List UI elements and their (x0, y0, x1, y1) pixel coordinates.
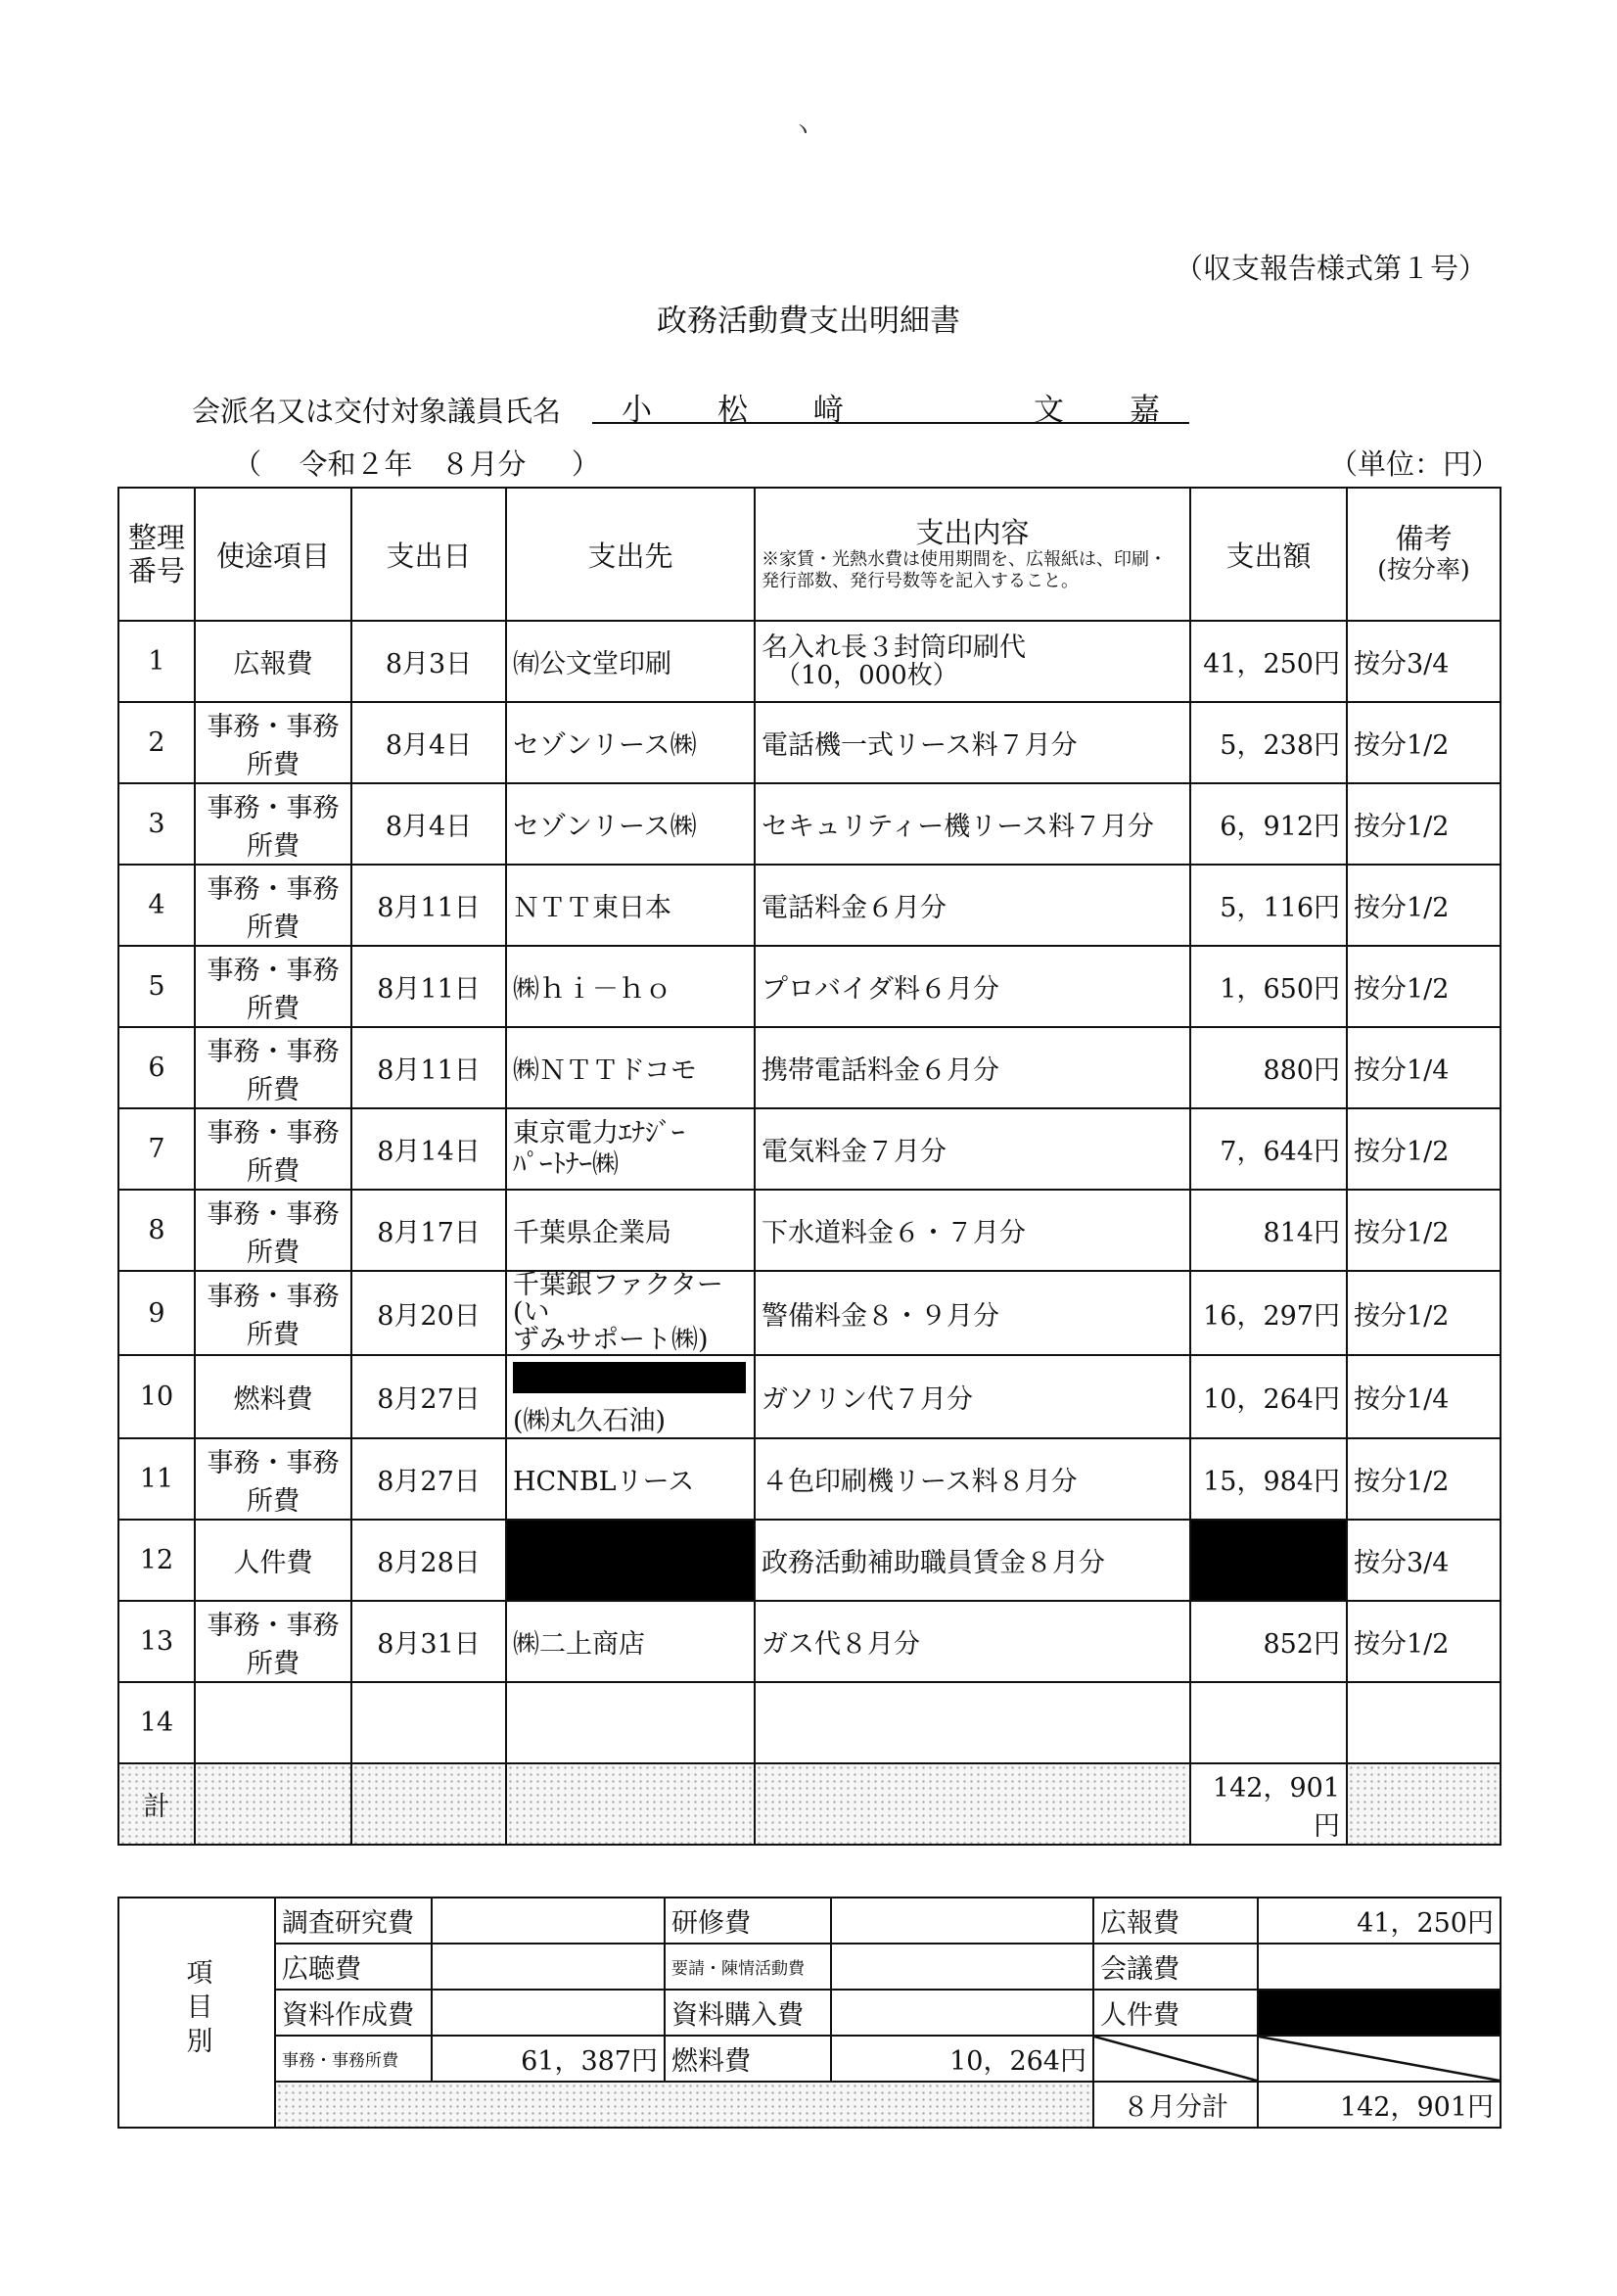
expense-table (117, 487, 1502, 1846)
row-content: 下水道料金６・７月分 (755, 1190, 1190, 1271)
row-payee: ㈱ｈｉ－ｈｏ (506, 946, 755, 1027)
summary-row (118, 2036, 1501, 2082)
table-row (118, 1438, 1501, 1520)
row-content-line: 名入れ長３封筒印刷代 (762, 632, 1026, 663)
row-payee: セゾンリース㈱ (506, 783, 755, 865)
row-no: 4 (118, 865, 195, 946)
summary-label: 人件費 (1093, 1990, 1258, 2036)
row-date: 8月11日 (351, 1027, 506, 1108)
row-remarks: 按分1/4 (1347, 1027, 1501, 1108)
row-item: 燃料費 (195, 1355, 351, 1438)
header-payee: 支出先 (506, 488, 755, 621)
category-summary-table (117, 1897, 1502, 2129)
row-date: 8月4日 (351, 783, 506, 865)
header-item: 使途項目 (195, 488, 351, 621)
row-remarks: 按分3/4 (1347, 1520, 1501, 1601)
row-content: 政務活動補助職員賃金８月分 (755, 1520, 1190, 1601)
row-remarks: 按分1/2 (1347, 1190, 1501, 1271)
row-date (351, 1682, 506, 1763)
row-remarks: 按分1/2 (1347, 946, 1501, 1027)
row-remarks: 按分1/2 (1347, 1601, 1501, 1682)
row-amount: 7，644円 (1190, 1108, 1347, 1190)
stray-mark: ヽ (791, 116, 814, 143)
summary-label: 資料作成費 (275, 1990, 432, 2036)
header-date: 支出日 (351, 488, 506, 621)
row-no: 10 (118, 1355, 195, 1438)
row-remarks: 按分1/2 (1347, 1108, 1501, 1190)
header-no: 整理番号 (118, 488, 195, 621)
row-date: 8月11日 (351, 865, 506, 946)
row-content: 電話料金６月分 (755, 865, 1190, 946)
header-remarks-title: 備考 (1395, 522, 1453, 555)
row-date: 8月27日 (351, 1438, 506, 1520)
row-amount-redacted (1190, 1520, 1347, 1601)
summary-label: ８月分計 (1093, 2082, 1258, 2128)
row-item: 人件費 (195, 1520, 351, 1601)
summary-label: 研修費 (665, 1898, 831, 1944)
period-text: 令和２年 ８月分 (299, 447, 527, 481)
row-content-line2: （10，000枚） (775, 660, 958, 690)
table-row (118, 1355, 1501, 1438)
row-amount: 6，912円 (1190, 783, 1347, 865)
summary-value (1258, 1944, 1501, 1990)
total-label: 計 (118, 1763, 195, 1845)
row-payee (506, 1682, 755, 1763)
row-payee-line2: ﾊﾟｰﾄﾅｰ㈱ (513, 1148, 619, 1180)
member-name (592, 385, 1189, 428)
table-row (118, 1682, 1501, 1763)
summary-label: 広聴費 (275, 1944, 432, 1990)
summary-label: 広報費 (1093, 1898, 1258, 1944)
summary-label: 会議費 (1093, 1944, 1258, 1990)
unit-label: （単位：円） (1329, 447, 1501, 481)
table-row (118, 1108, 1501, 1190)
table-row (118, 783, 1501, 865)
row-date: 8月3日 (351, 621, 506, 702)
member-label: 会派名又は交付対象議員氏名 (192, 395, 562, 428)
row-payee: 千葉県企業局 (506, 1190, 755, 1271)
row-content: ガス代８月分 (755, 1601, 1190, 1682)
row-payee-line: (㈱丸久石油) (513, 1406, 667, 1436)
row-payee (506, 1355, 755, 1438)
row-payee: セゾンリース㈱ (506, 702, 755, 783)
table-row (118, 1271, 1501, 1355)
row-remarks: 按分1/2 (1347, 1271, 1501, 1355)
row-item: 事務・事務所費 (195, 946, 351, 1027)
summary-value (831, 1990, 1093, 2036)
member-name-char: 﨑 (813, 393, 844, 428)
period-close: ） (571, 447, 600, 481)
summary-row (118, 1944, 1501, 1990)
row-amount: 880円 (1190, 1027, 1347, 1108)
row-item: 事務・事務所費 (195, 1271, 351, 1355)
row-content: ガソリン代７月分 (755, 1355, 1190, 1438)
total-shaded-cell (506, 1763, 755, 1845)
row-payee: ㈲公文堂印刷 (506, 621, 755, 702)
row-no: 11 (118, 1438, 195, 1520)
table-row (118, 1520, 1501, 1601)
summary-row (118, 2082, 1501, 2128)
header-remarks-sub: (按分率) (1377, 555, 1470, 584)
row-no: 8 (118, 1190, 195, 1271)
row-amount: 814円 (1190, 1190, 1347, 1271)
row-amount: 5，238円 (1190, 702, 1347, 783)
row-no: 5 (118, 946, 195, 1027)
summary-label: 資料購入費 (665, 1990, 831, 2036)
total-amount: 142，901円 (1190, 1763, 1347, 1845)
row-date: 8月11日 (351, 946, 506, 1027)
period (233, 443, 600, 483)
row-payee-line: 千葉銀ファクター(い (513, 1270, 723, 1328)
table-header-row (118, 488, 1501, 621)
row-item: 事務・事務所費 (195, 702, 351, 783)
row-date: 8月20日 (351, 1271, 506, 1355)
summary-row (118, 1990, 1501, 2036)
row-payee: ㈱二上商店 (506, 1601, 755, 1682)
table-row (118, 1601, 1501, 1682)
row-no: 14 (118, 1682, 195, 1763)
row-payee: ㈱ＮＴＴドコモ (506, 1027, 755, 1108)
row-date: 8月28日 (351, 1520, 506, 1601)
summary-value: 142，901円 (1258, 2082, 1501, 2128)
member-name-char: 小 (622, 393, 652, 428)
document-title: 政務活動費支出明細書 (657, 304, 960, 339)
row-amount: 1，650円 (1190, 946, 1347, 1027)
summary-label: 事務・事務所費 (275, 2036, 432, 2082)
row-date: 8月4日 (351, 702, 506, 783)
row-item: 事務・事務所費 (195, 1108, 351, 1190)
row-no: 2 (118, 702, 195, 783)
row-no: 1 (118, 621, 195, 702)
summary-value (432, 1944, 665, 1990)
row-payee-line: 東京電力ｴﾅｼﾞｰ (513, 1117, 685, 1148)
row-amount (1190, 1682, 1347, 1763)
summary-diagonal-cell (1093, 2036, 1258, 2082)
summary-row (118, 1898, 1501, 1944)
row-no: 7 (118, 1108, 195, 1190)
row-remarks: 按分1/2 (1347, 702, 1501, 783)
row-remarks: 按分3/4 (1347, 621, 1501, 702)
period-open: （ (233, 447, 262, 481)
header-content (755, 488, 1190, 621)
row-item: 事務・事務所費 (195, 1438, 351, 1520)
row-date: 8月31日 (351, 1601, 506, 1682)
header-content-note: ※家賃・光熱水費は使用期間を、広報紙は、印刷・発行部数、発行号数等を記入すること。 (762, 549, 1167, 591)
row-payee (506, 1271, 755, 1355)
summary-value (432, 1990, 665, 2036)
table-row (118, 1190, 1501, 1271)
row-date: 8月17日 (351, 1190, 506, 1271)
row-no: 13 (118, 1601, 195, 1682)
row-item (195, 1682, 351, 1763)
summary-value (831, 1898, 1093, 1944)
member-name-char: 嘉 (1130, 393, 1160, 428)
row-payee: ＮＴＴ東日本 (506, 865, 755, 946)
summary-label: 調査研究費 (275, 1898, 432, 1944)
header-remarks (1347, 488, 1501, 621)
total-shaded-cell (1347, 1763, 1501, 1845)
summary-shaded-cell (275, 2082, 1093, 2128)
summary-label: 燃料費 (665, 2036, 831, 2082)
header-amount: 支出額 (1190, 488, 1347, 621)
row-date: 8月27日 (351, 1355, 506, 1438)
row-remarks: 按分1/4 (1347, 1355, 1501, 1438)
row-content: ４色印刷機リース料８月分 (755, 1438, 1190, 1520)
row-item: 広報費 (195, 621, 351, 702)
row-amount: 41，250円 (1190, 621, 1347, 702)
member-name-char: 文 (1034, 393, 1064, 428)
row-content (755, 1682, 1190, 1763)
row-remarks: 按分1/2 (1347, 783, 1501, 865)
header-content-title: 支出内容 (915, 516, 1030, 549)
row-amount: 5，116円 (1190, 865, 1347, 946)
row-content: プロバイダ料６月分 (755, 946, 1190, 1027)
row-no: 9 (118, 1271, 195, 1355)
row-no: 3 (118, 783, 195, 865)
row-content: 電気料金７月分 (755, 1108, 1190, 1190)
row-content: 電話機一式リース料７月分 (755, 702, 1190, 783)
summary-value: 10，264円 (831, 2036, 1093, 2082)
row-item: 事務・事務所費 (195, 865, 351, 946)
row-amount: 15，984円 (1190, 1438, 1347, 1520)
row-content: 携帯電話料金６月分 (755, 1027, 1190, 1108)
table-row (118, 1027, 1501, 1108)
summary-value: 41，250円 (1258, 1898, 1501, 1944)
row-amount: 852円 (1190, 1601, 1347, 1682)
row-payee: HCNBLリース (506, 1438, 755, 1520)
form-number: （収支報告様式第１号） (1175, 252, 1488, 285)
summary-label: 要請・陳情活動費 (665, 1944, 831, 1990)
row-content: セキュリティー機リース料７月分 (755, 783, 1190, 865)
row-date: 8月14日 (351, 1108, 506, 1190)
row-content: 警備料金８・９月分 (755, 1271, 1190, 1355)
member-name-char: 松 (717, 393, 748, 428)
table-row (118, 621, 1501, 702)
row-item: 事務・事務所費 (195, 1601, 351, 1682)
row-item: 事務・事務所費 (195, 783, 351, 865)
row-payee-redacted (506, 1520, 755, 1601)
row-amount: 10，264円 (1190, 1355, 1347, 1438)
summary-side-label (118, 1898, 275, 2128)
table-row (118, 946, 1501, 1027)
summary-value (432, 1898, 665, 1944)
summary-side-label-text: 項目別 (181, 1957, 212, 2061)
total-row (118, 1763, 1501, 1845)
summary-diagonal-cell (1258, 2036, 1501, 2082)
total-shaded-cell (195, 1763, 351, 1845)
row-item: 事務・事務所費 (195, 1190, 351, 1271)
row-payee (506, 1108, 755, 1190)
row-remarks: 按分1/2 (1347, 865, 1501, 946)
row-item: 事務・事務所費 (195, 1027, 351, 1108)
row-payee-line2: ずみサポート㈱) (513, 1325, 709, 1355)
row-no: 12 (118, 1520, 195, 1601)
row-amount: 16，297円 (1190, 1271, 1347, 1355)
table-row (118, 865, 1501, 946)
redaction-bar (513, 1362, 746, 1393)
summary-value (831, 1944, 1093, 1990)
total-shaded-cell (755, 1763, 1190, 1845)
row-content (755, 621, 1190, 702)
row-remarks (1347, 1682, 1501, 1763)
table-row (118, 702, 1501, 783)
row-remarks: 按分1/2 (1347, 1438, 1501, 1520)
total-shaded-cell (351, 1763, 506, 1845)
summary-value: 61，387円 (432, 2036, 665, 2082)
row-no: 6 (118, 1027, 195, 1108)
summary-value-redacted (1258, 1990, 1501, 2036)
